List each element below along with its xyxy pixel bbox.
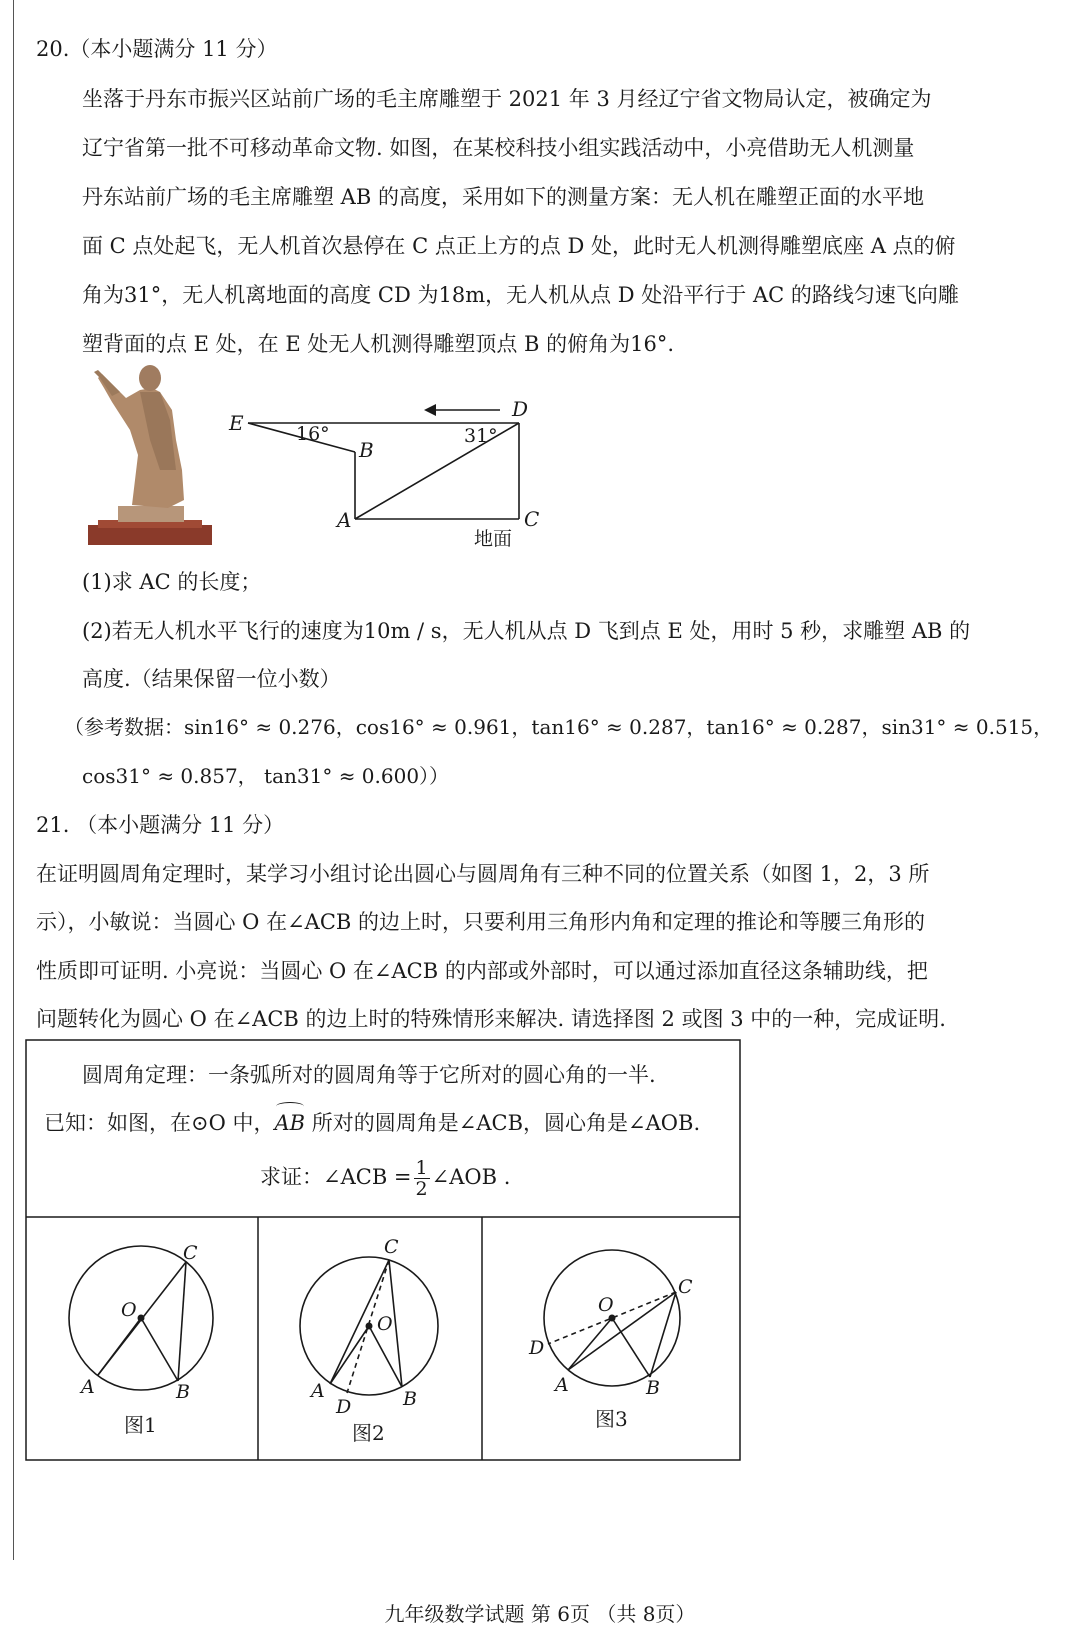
fig2-caption: 图2: [352, 1421, 385, 1445]
figure-2-center-dot: [366, 1323, 373, 1330]
page-footer: 九年级数学试题 第 6页 （共 8页）: [384, 1602, 696, 1626]
fig3-label-c: C: [678, 1276, 693, 1298]
q20-part1: (1)求 AC 的长度；: [82, 570, 262, 594]
fig2-label-d: D: [336, 1396, 352, 1418]
fig1-label-c: C: [183, 1242, 198, 1264]
prove-suffix: ∠AOB .: [431, 1165, 511, 1189]
q20-part2-line1: (2)若无人机水平飞行的速度为10m / s，无人机从点 D 飞到点 E 处，用时 5 秒，求雕塑 AB 的: [82, 619, 971, 643]
fig3-caption: 图3: [595, 1407, 628, 1431]
fig2-label-c: C: [384, 1236, 399, 1258]
q20-header: 20.（本小题满分 11 分）: [36, 37, 278, 61]
fig3-label-o: O: [598, 1294, 614, 1316]
fig1-label-o: O: [121, 1299, 137, 1321]
fig2-label-a: A: [311, 1380, 325, 1402]
q20-line: 角为31°，无人机离地面的高度 CD 为18m，无人机从点 D 处沿平行于 AC 的路线匀速飞向雕: [82, 283, 959, 307]
label-d: D: [512, 397, 529, 421]
q20-line: 塑背面的点 E 处，在 E 处无人机测得雕塑顶点 B 的俯角为16°.: [82, 332, 675, 356]
q20-line: 辽宁省第一批不可移动革命文物. 如图，在某校科技小组实践活动中，小亮借助无人机测量: [82, 136, 915, 160]
label-a: A: [337, 508, 352, 532]
given-prefix: 已知：如图，在⊙O 中，: [44, 1111, 275, 1135]
fig1-caption: 图1: [124, 1413, 157, 1437]
angle-31-label: 31°: [464, 425, 498, 447]
fig3-label-b: B: [646, 1377, 660, 1399]
q21-line: 示），小敏说：当圆心 O 在∠ACB 的边上时，只要利用三角形内角和定理的推论和等腰三角形的: [36, 910, 925, 934]
fig3-label-d: D: [529, 1337, 545, 1359]
label-c: C: [524, 507, 540, 531]
q21-line: 在证明圆周角定理时，某学习小组讨论出圆心与圆周角有三种不同的位置关系（如图 1，2，3 所: [36, 862, 930, 886]
q20-line: 坐落于丹东市振兴区站前广场的毛主席雕塑于 2021 年 3 月经辽宁省文物局认定，被确定为: [82, 87, 932, 111]
q21-line: 问题转化为圆心 O 在∠ACB 的边上时的特殊情形来解决. 请选择图 2 或图 3 中的一种，完成证明.: [36, 1007, 946, 1031]
fig2-label-o: O: [377, 1313, 393, 1335]
q20-part2-line2: 高度.（结果保留一位小数）: [82, 667, 341, 691]
q20-reference-data-line1: （参考数据：sin16° ≈ 0.276，cos16° ≈ 0.961，tan16° ≈ 0.287，tan16° ≈ 0.287，sin31° ≈ 0.515，: [64, 715, 1054, 739]
fraction-numerator: 1: [415, 1157, 428, 1179]
fig3-label-a: A: [555, 1374, 569, 1396]
fig2-label-b: B: [403, 1388, 417, 1410]
angle-16-label: 16°: [296, 423, 330, 445]
arc-ab: AB: [275, 1098, 306, 1148]
label-e: E: [229, 411, 244, 435]
theorem-statement: 圆周角定理：一条弧所对的圆周角等于它所对的圆心角的一半.: [82, 1063, 656, 1087]
q21-line: 性质即可证明. 小亮说：当圆心 O 在∠ACB 的内部或外部时，可以通过添加直径这条辅助线，把: [36, 959, 928, 983]
figure-1-center-dot: [138, 1315, 145, 1322]
fig1-label-b: B: [176, 1381, 190, 1403]
ground-label: 地面: [474, 528, 513, 550]
label-b: B: [359, 438, 374, 462]
q20-line: 面 C 点处起飞，无人机首次悬停在 C 点正上方的点 D 处，此时无人机测得雕塑底座 A 点的俯: [82, 234, 956, 258]
q20-reference-data-line2: cos31° ≈ 0.857， tan31° ≈ 0.600））: [82, 764, 450, 788]
fraction-denominator: 2: [415, 1178, 428, 1200]
prove-prefix: 求证：∠ACB =: [260, 1165, 412, 1189]
given-suffix: 所对的圆周角是∠ACB，圆心角是∠AOB.: [305, 1111, 701, 1135]
q20-line: 丹东站前广场的毛主席雕塑 AB 的高度，采用如下的测量方案：无人机在雕塑正面的水平地: [82, 185, 924, 209]
fig1-label-a: A: [81, 1376, 95, 1398]
q21-header: 21. （本小题满分 11 分）: [36, 813, 285, 837]
